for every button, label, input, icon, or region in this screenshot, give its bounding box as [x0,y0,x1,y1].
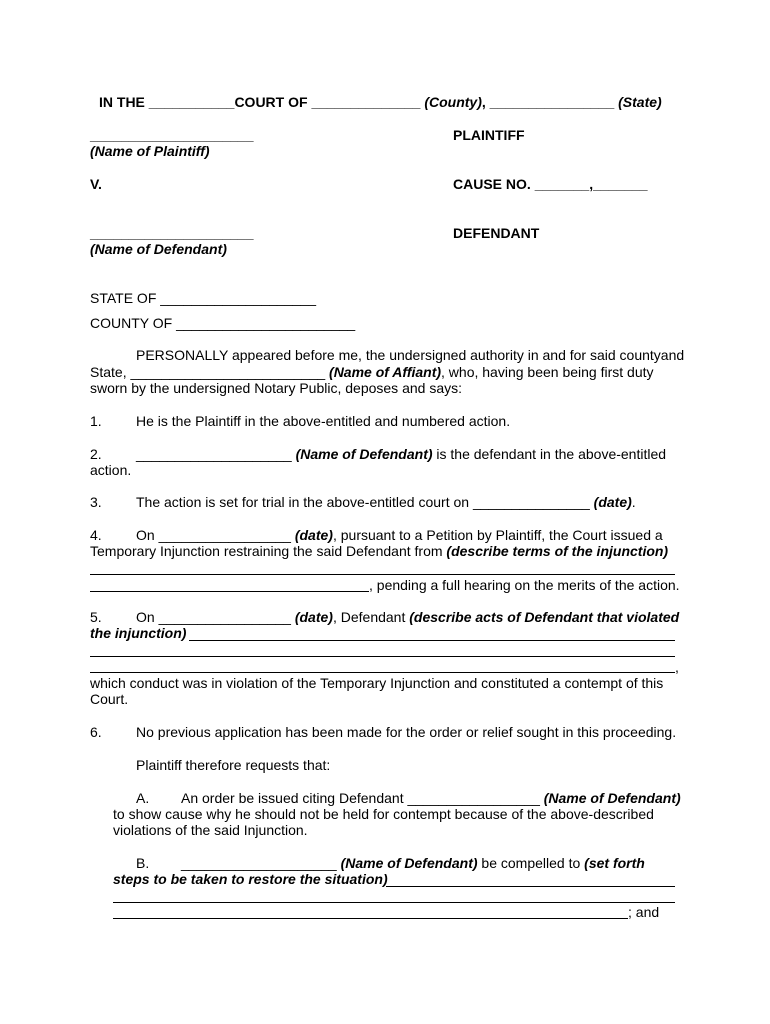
request-a-line-2: to show cause why he should not be held for contempt because of the above-described [113,806,654,822]
item-4-on: On [136,527,155,543]
request-b-fill-line-3[interactable] [113,918,628,919]
item-4-terms: (describe terms of the injunction) [446,543,669,559]
item-5-on: On [136,609,155,625]
item-3-label: (date) [593,494,632,510]
court-caption-line [99,94,662,110]
item-3-line [136,494,636,510]
caption-comma: , [481,94,486,110]
item-2-blank[interactable]: ____________________ [136,446,292,462]
item-5-line-a: which conduct was in violation of the Temporary Injunction and constituted a contempt of this [90,675,664,691]
request-a-text: An order be issued citing Defendant [181,790,404,806]
item-5-line-b: Court. [90,691,129,707]
intro-line-2 [90,364,654,380]
court-blank[interactable]: ___________ [148,94,235,110]
cause-comma: , [589,176,594,192]
item-4-end: , pending a full hearing on the merits of the action. [369,577,680,593]
defendant-name-label: (Name of Defendant) [90,241,227,257]
request-b-text: be compelled to [477,855,585,871]
item-2-label: (Name of Defendant) [295,446,433,462]
item-4-line-1 [136,527,663,543]
item-4-line-2 [90,543,668,559]
item-3-blank[interactable]: _______________ [472,494,590,510]
court-of: COURT OF [234,94,308,110]
request-b-number: B. [136,855,150,871]
versus-label: V. [90,176,102,192]
item-5-text: , Defendant [332,609,406,625]
item-5-fill-line-2[interactable] [90,656,675,657]
plaintiff-role: PLAINTIFF [453,127,525,143]
request-a-line-3: violations of the said Injunction. [113,822,308,838]
request-a-label: (Name of Defendant) [543,790,681,806]
venue-state-blank[interactable]: ____________________ [160,290,316,306]
item-4-fill-line-1[interactable] [90,574,675,575]
venue-county-label: COUNTY OF [90,315,173,331]
intro-line-2-end: , who, having been being first duty [441,364,654,380]
request-a-blank[interactable]: _________________ [407,790,540,806]
item-2-line-2: action. [90,462,132,478]
county-label: (County) [424,94,482,110]
affiant-blank[interactable]: _________________________ [130,364,326,380]
venue-state-label: STATE OF [90,290,157,306]
cause-number-line [453,176,648,192]
item-4-number: 4. [90,527,102,543]
item-5-blank[interactable]: _________________ [158,609,291,625]
request-b-steps: (set forth [584,855,645,871]
intro-state: State, [90,364,127,380]
item-5-acts-2: the injunction) [90,625,187,641]
item-4-label: (date) [294,527,333,543]
venue-state-line [90,290,316,306]
item-5-number: 5. [90,609,102,625]
plaintiff-name-label: (Name of Plaintiff) [90,143,210,159]
cause-blank-2[interactable]: _______ [593,176,648,192]
item-3-number: 3. [90,494,102,510]
item-6-text: No previous application has been made for the order or relief sought in this proceeding. [136,724,677,740]
item-5-acts: (describe acts of Defendant that violated [409,609,680,625]
cause-blank-1[interactable]: _______ [534,176,590,192]
venue-county-line [90,315,355,331]
defendant-blank[interactable]: _____________________ [90,225,254,241]
item-3-text: The action is set for trial in the above-entitled court on [136,494,470,510]
item-5-fill-line-3[interactable] [90,672,675,673]
intro-line-3: sworn by the undersigned Notary Public, deposes and says: [90,380,462,396]
item-4-text: , pursuant to a Petition by Plaintiff, the Court issued a [332,527,663,543]
county-blank[interactable]: ______________ [311,94,421,110]
request-b-blank[interactable]: ____________________ [181,855,337,871]
request-a-line-1 [181,790,681,806]
item-1-number: 1. [90,413,102,429]
item-5-comma: , [675,659,679,675]
item-4-restraining: Temporary Injunction restraining the said Defendant from [90,543,443,559]
request-b-line-1 [181,855,645,871]
item-6-number: 6. [90,724,102,740]
requests-intro: Plaintiff therefore requests that: [136,757,331,773]
item-2-text: is the defendant in the above-entitled [432,446,667,462]
item-4-fill-line-2[interactable] [90,591,369,592]
plaintiff-blank[interactable]: _____________________ [90,127,254,143]
intro-line-1: PERSONALLY appeared before me, the undersigned authority in and for said countyand [136,347,685,363]
state-label: (State) [618,94,662,110]
item-4-blank[interactable]: _________________ [158,527,291,543]
request-b-fill-line-1[interactable] [386,886,675,887]
request-b-steps-2: steps to be taken to restore the situation) [113,871,388,887]
item-1-text: He is the Plaintiff in the above-entitled and numbered action. [136,413,511,429]
state-blank[interactable]: ________________ [489,94,615,110]
item-3-end: . [631,494,636,510]
cause-label: CAUSE NO. [453,176,531,192]
request-b-end: ; and [628,904,660,920]
request-b-fill-line-2[interactable] [113,902,675,903]
request-b-label: (Name of Defendant) [340,855,478,871]
request-a-number: A. [136,790,150,806]
item-5-label: (date) [294,609,333,625]
item-5-fill-line-1[interactable] [189,640,675,641]
item-5-line-1 [136,609,679,625]
venue-county-blank[interactable]: _______________________ [176,315,356,331]
court-prefix: IN THE [99,94,145,110]
defendant-role: DEFENDANT [453,225,540,241]
item-2-line-1 [136,446,666,462]
item-2-number: 2. [90,446,102,462]
affiant-label: (Name of Affiant) [329,364,442,380]
